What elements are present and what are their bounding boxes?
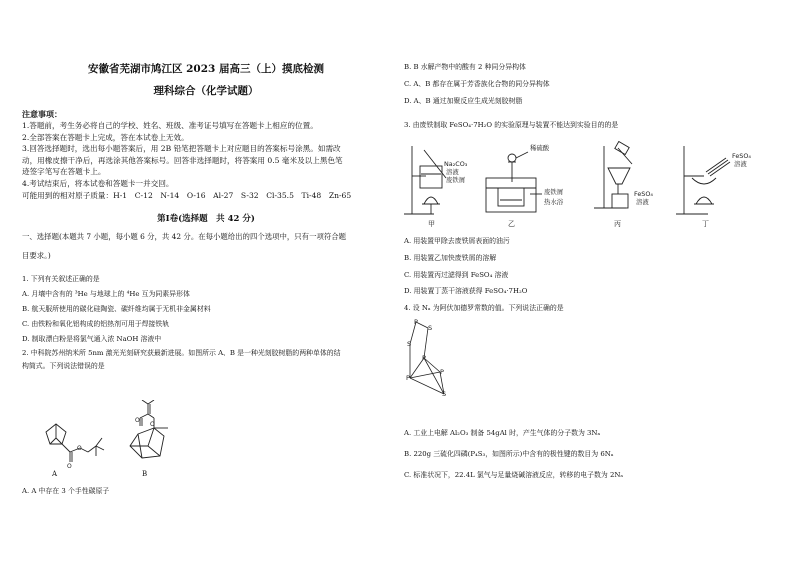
atom-p: P [440, 368, 444, 376]
svg-text:O: O [67, 463, 72, 470]
question-3-option-a: A. 用装置甲除去废铁屑表面的油污 [404, 237, 510, 245]
note-line: 动，用橡皮擦干净后，再选涂其他答案标号。回答非选择题时，将答案用 0.5 毫米及以上黑色笔 [22, 155, 343, 165]
note-line: 3.回答选择题时，选出每小题答案后，用 2B 铅笔把答题卡上对应题目的答案标号涂黑。如需改 [22, 144, 341, 154]
question-3-stem: 3. 由废铁制取 FeSO₄·7H₂O 的实验原理与装置不能达到实验目的的是 [404, 121, 619, 130]
question-2-stem: 2. 中科院苏州纳米所 5nm 激光光刻研究获最新进展。如图所示 A、B 是一种光刻胶树脂的两种单体的结 [22, 349, 341, 358]
question-4-option-c: C. 标准状况下，22.4L 氯气与足量烧碱溶液反应，转移的电子数为 2Nₐ [404, 470, 624, 479]
section-instruction: 一、选择题(本题共 7 小题，每小题 6 分，共 42 分。在每小题给出的四个选项中，只有一项符合题 [22, 232, 347, 242]
question-4-option-b: B. 220g 三硫化四磷(P₄S₃，如图所示)中含有的极性键的数目为 6Nₐ [404, 449, 614, 458]
note-line: 2.全部答案在答题卡上完成，答在本试卷上无效。 [22, 132, 189, 142]
label-solution-2: 溶液 [636, 198, 649, 206]
question-3-option-b: B. 用装置乙加快废铁屑的溶解 [404, 253, 497, 262]
question-1-option-d: D. 制取漂白粉是将氯气通入浓 NaOH 溶液中 [22, 334, 162, 343]
question-4-option-a: A. 工业上电解 Al₂O₃ 制备 54gAl 时，产生气体的分子数为 3Nₐ [404, 429, 601, 437]
label-feso4-b: FeSO₄ [732, 152, 751, 160]
question-3-options [404, 236, 782, 314]
label-waste-iron-2: 废铁屑 [544, 188, 564, 196]
atom-p: P [414, 318, 418, 326]
apparatus-label-yi: 乙 [508, 220, 515, 228]
note-line: 4.考试结束后，将本试卷和答题卡一并交回。 [22, 178, 174, 188]
question-3-option-d: D. 用装置丁蒸干溶液获得 FeSO₄·7H₂O [404, 287, 528, 296]
apparatus-label-ding: 丁 [702, 220, 709, 228]
structure-b-label: B [142, 470, 148, 478]
apparatus-figure [404, 138, 782, 230]
right-column [404, 62, 782, 131]
question-1-option-a: A. 月壤中含有的 ³He 与地球上的 ⁴He 互为同素异形体 [22, 290, 190, 299]
note-line: 迹签字笔写在答题卡上。 [22, 167, 106, 177]
p4s3-molecule-figure [404, 316, 454, 396]
question-4-stem: 4. 设 Nₐ 为阿伏加德罗常数的值。下列说法正确的是 [404, 304, 564, 313]
exam-subtitle: 理科综合（化学试题） [153, 85, 259, 97]
exam-title: 安徽省芜湖市鸠江区 2023 届高三（上）摸底检测 [87, 63, 325, 75]
atom-s: S [442, 390, 447, 396]
structure-a-label: A [52, 470, 58, 478]
question-4-options [404, 428, 782, 480]
label-waste-iron-1: 废铁屑 [446, 176, 466, 184]
notes-heading: 注意事项： [22, 109, 62, 119]
label-feso4-a: FeSO₄ [634, 190, 653, 198]
atom-s: S [407, 340, 412, 348]
atomic-masses: 可能用到的相对原子质量：H-1 C-12 N-14 O-16 Al-27 S-32 Cl-35.5 Ti-48 Zn-65 [22, 190, 352, 200]
question-1-stem: 1. 下列有关叙述正确的是 [22, 275, 100, 284]
svg-text:O: O [135, 417, 140, 424]
svg-text:O: O [150, 421, 155, 428]
label-solution-1: 溶液 [446, 168, 459, 176]
section-title: 第Ⅰ卷(选择题 共 42 分) [157, 214, 255, 225]
atom-p: P [422, 354, 426, 362]
question-2-stem: 构简式。下列说法错误的是 [22, 362, 105, 371]
svg-text:O: O [77, 445, 82, 452]
question-2-option-c: C. A、B 都存在属于芳香族化合物的同分异构体 [404, 79, 550, 88]
structure-b-figure [108, 400, 188, 470]
note-line: 1.答题前，考生务必将自己的学校、姓名、班级、准考证号填写在答题卡上相应的位置。 [22, 121, 318, 130]
question-2-option-b: B. B 水解产物中的酸有 2 种同分异构体 [404, 63, 526, 71]
atom-s: S [428, 324, 433, 332]
question-2-option-d: D. A、B 通过加聚反应生成光刻胶树脂 [404, 96, 523, 105]
label-na2co3: Na₂CO₃ [444, 160, 468, 168]
question-2-option-a: A. A 中存在 3 个手性碳原子 [22, 487, 110, 495]
question-1-option-b: B. 航天服所使用的碳化硅陶瓷、碳纤维均属于无机非金属材料 [22, 304, 211, 313]
question-1-option-c: C. 由铁粉和氧化铝构成的铝热剂可用于焊接铁轨 [22, 319, 170, 328]
left-column [22, 62, 390, 372]
label-hot-water: 热水浴 [544, 198, 564, 206]
label-dilute-acid: 稀硫酸 [530, 144, 550, 152]
apparatus-label-bing: 丙 [614, 220, 621, 228]
question-3-option-c: C. 用装置丙过滤得到 FeSO₄ 溶液 [404, 270, 509, 279]
section-instruction: 目要求。) [22, 250, 51, 260]
apparatus-label-jia: 甲 [428, 220, 435, 228]
label-solution-3: 溶液 [734, 160, 747, 168]
atom-p: P [406, 374, 410, 382]
